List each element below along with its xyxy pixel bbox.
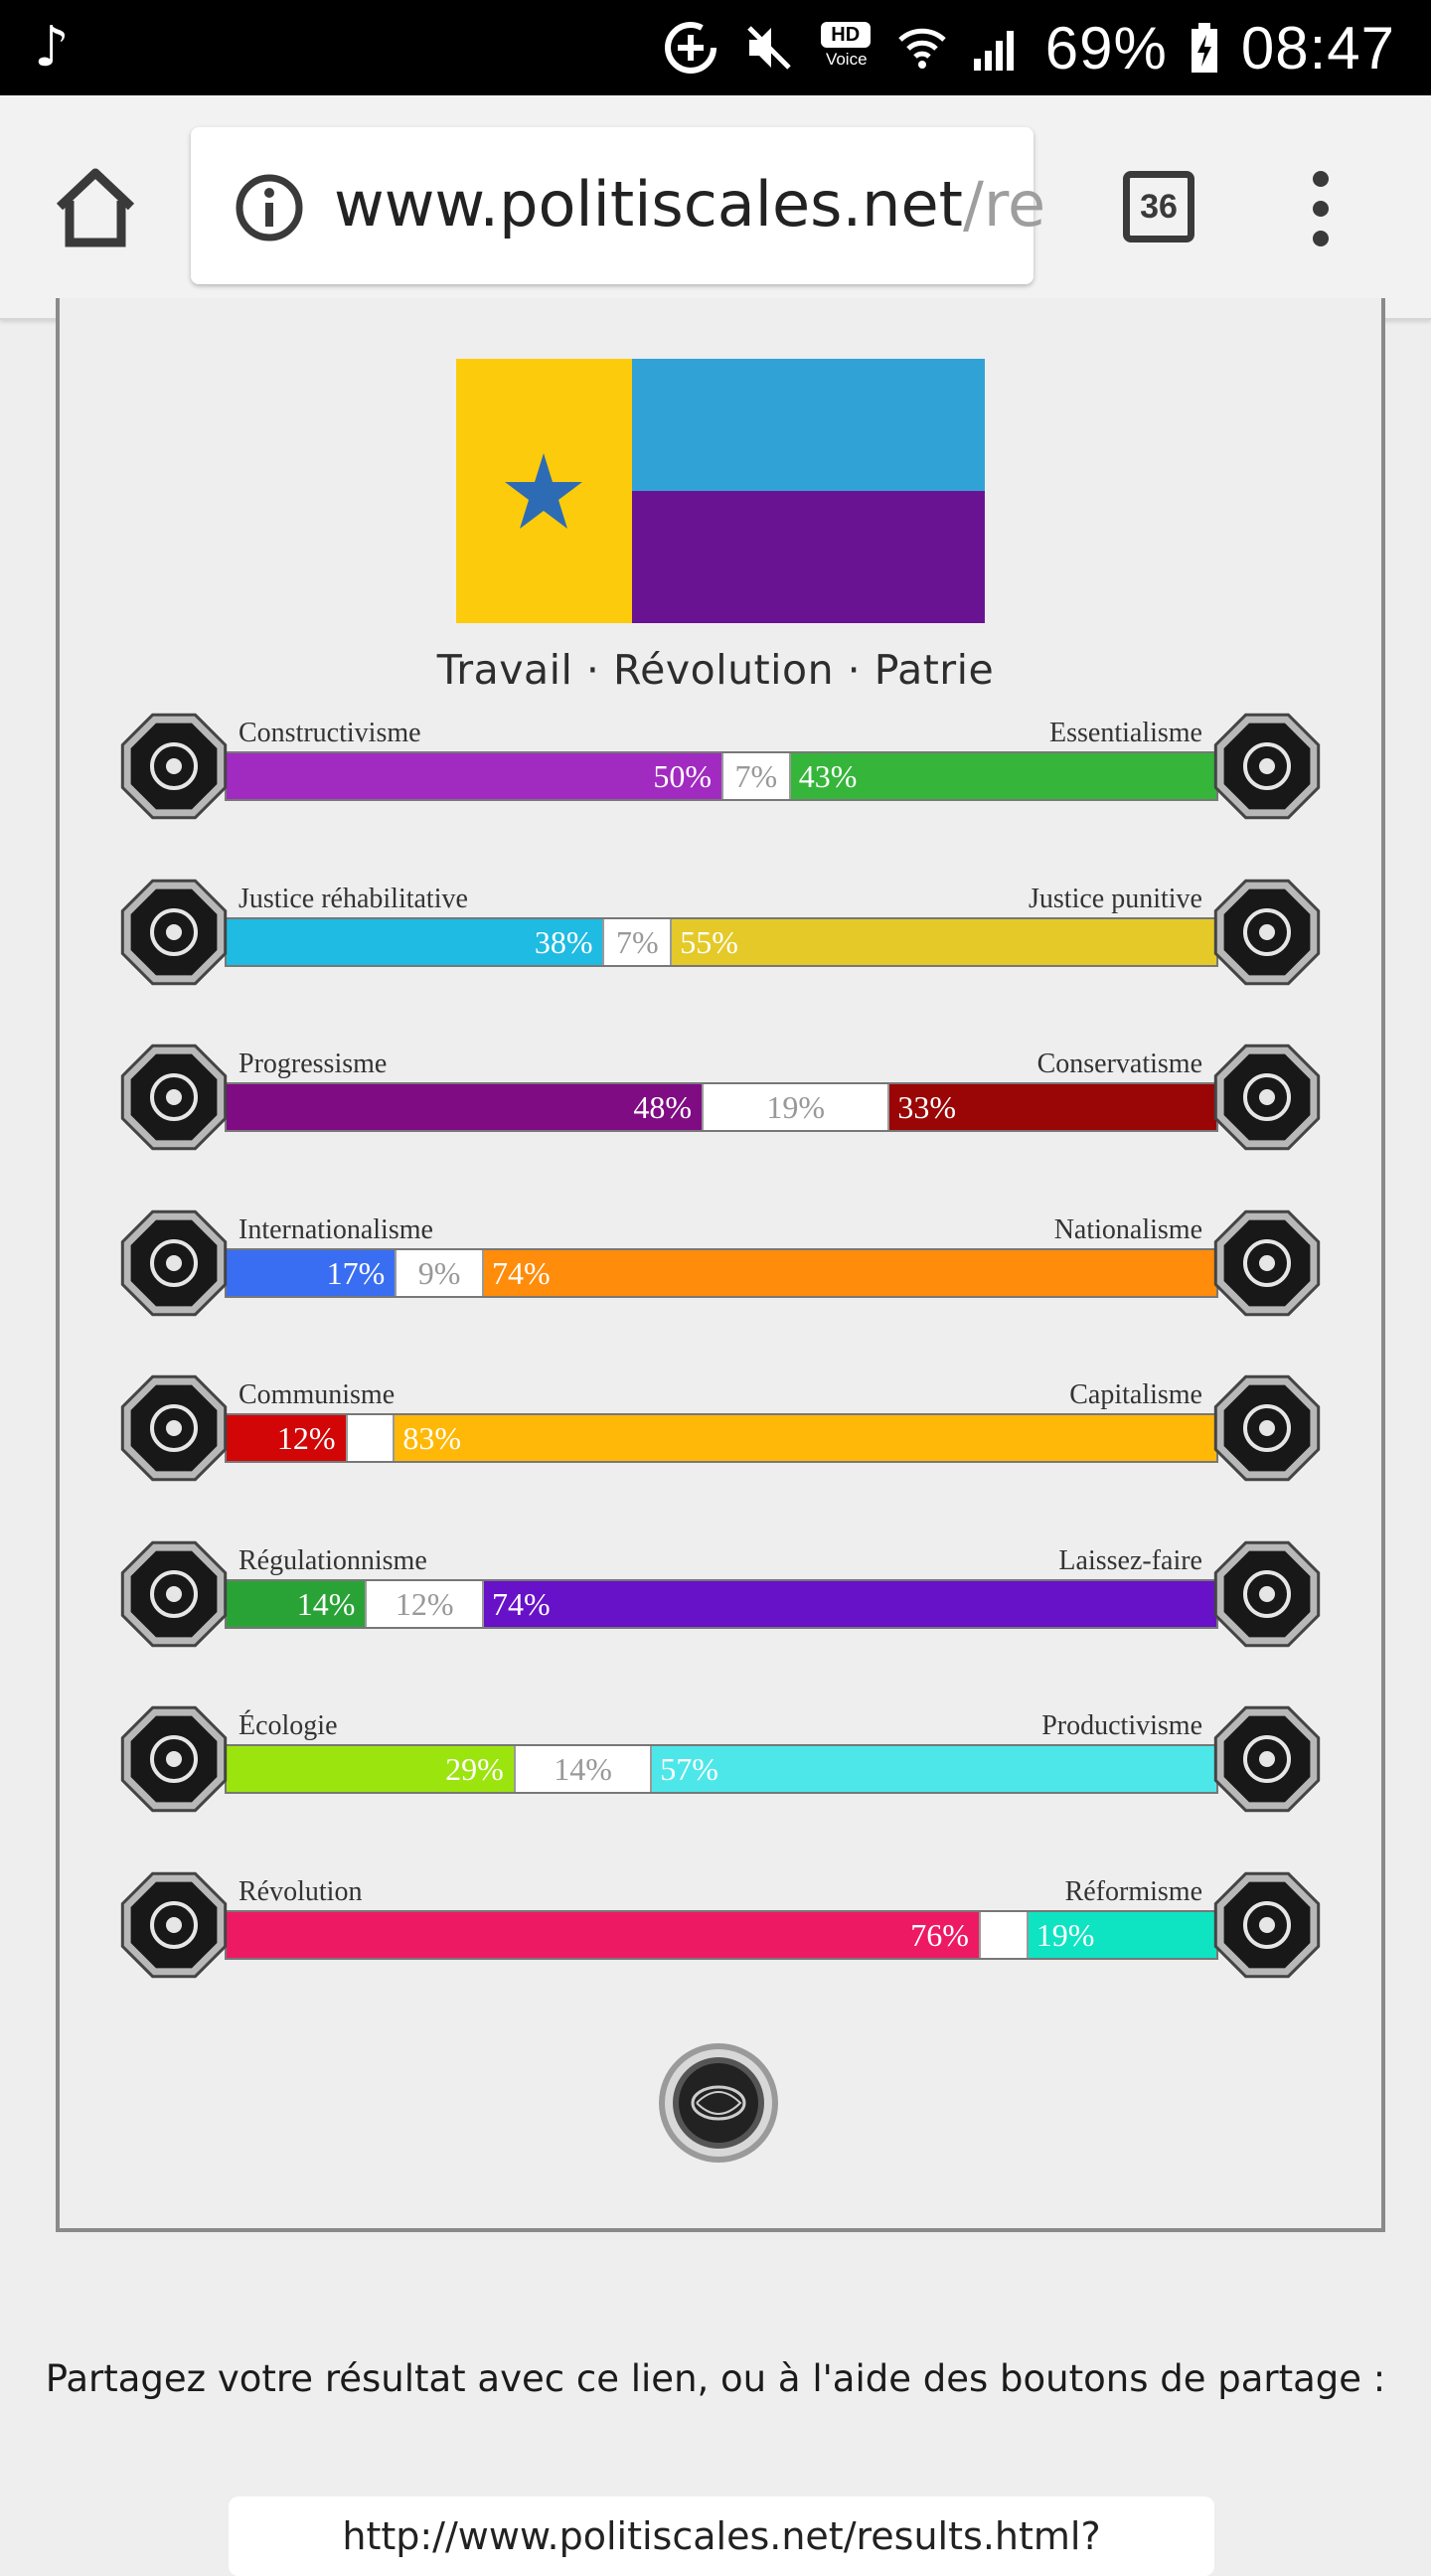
axis-left-segment: 48%: [227, 1084, 702, 1130]
axis-right-label: Conservatisme: [1036, 1048, 1202, 1079]
axis-right-segment: 74%: [484, 1250, 1216, 1296]
clock: 08:47: [1240, 14, 1395, 81]
signal-icon: [970, 21, 1024, 75]
money-bag-icon: [1208, 1369, 1326, 1487]
axis-bar: [225, 751, 1218, 801]
axis-left-label: Écologie: [238, 1710, 338, 1741]
hd-label: HD: [821, 22, 871, 48]
flag-icon: [1208, 1205, 1326, 1322]
axis-bar: [225, 1413, 1218, 1463]
fist-icon: [115, 1866, 233, 1984]
axis-right-segment: 43%: [791, 753, 1216, 799]
axis-left-label: Internationalisme: [238, 1213, 433, 1245]
menu-dot: [1313, 201, 1329, 217]
axis-neutral-segment: 12%: [365, 1581, 484, 1627]
axis-bar: [225, 1910, 1218, 1960]
handshake-icon: [115, 874, 233, 991]
status-bar: [0, 0, 1431, 95]
axis-row: [0, 1545, 1431, 1714]
axis-right-label: Laissez-faire: [1058, 1544, 1202, 1576]
eye-spiral-icon: [115, 708, 233, 825]
axis-neutral-segment: 7%: [721, 753, 791, 799]
axis-neutral-segment: 19%: [702, 1084, 889, 1130]
share-instructions: Partagez votre résultat avec ce lien, ou à l'aide des boutons de partage :: [45, 2357, 1386, 2400]
axis-left-segment: 76%: [227, 1912, 979, 1958]
info-icon[interactable]: [235, 173, 304, 242]
ruler-icon: [115, 1535, 233, 1653]
axis-left-segment: 50%: [227, 753, 721, 799]
axis-bar: [225, 917, 1218, 967]
browser-toolbar: [0, 95, 1431, 320]
music-note-icon: ♪: [34, 15, 70, 80]
status-icons: [662, 0, 1395, 95]
home-icon[interactable]: [52, 163, 139, 250]
axis-row: [0, 1710, 1431, 1879]
butterfly-icon: [1208, 1535, 1326, 1653]
axis-left-label: Révolution: [238, 1875, 363, 1907]
axis-left-segment: 12%: [227, 1415, 346, 1461]
share-link-box[interactable]: [229, 2496, 1214, 2576]
ballot-icon: [1208, 1866, 1326, 1984]
voice-label: Voice: [825, 50, 868, 69]
flower-icon: [1208, 708, 1326, 825]
axis-left-segment: 29%: [227, 1746, 514, 1792]
comet-icon: [115, 1039, 233, 1156]
axis-right-segment: 74%: [484, 1581, 1216, 1627]
gear-factory-icon: [1208, 1700, 1326, 1818]
axis-left-label: Justice réhabilitative: [238, 883, 468, 914]
anchor-rock-icon: [1208, 1039, 1326, 1156]
hammer-sickle-icon: [115, 1369, 233, 1487]
axis-bar: [225, 1744, 1218, 1794]
wifi-icon: [896, 22, 948, 74]
sun-leaf-icon: [115, 1700, 233, 1818]
axis-left-segment: 38%: [227, 919, 602, 965]
battery-charging-icon: [1190, 21, 1219, 75]
mute-icon: [741, 20, 797, 76]
ideology-flag: [456, 359, 985, 623]
battery-percent: 69%: [1044, 14, 1168, 81]
flag-motto: Travail · Révolution · Patrie: [436, 646, 995, 694]
hd-voice-icon: [819, 20, 874, 76]
menu-dot: [1313, 171, 1329, 187]
axis-right-segment: 19%: [1029, 1912, 1216, 1958]
axis-left-segment: 17%: [227, 1250, 395, 1296]
axis-row: [0, 1048, 1431, 1217]
url-text[interactable]: [334, 163, 1045, 246]
axis-bar: [225, 1579, 1218, 1629]
tab-switcher-button[interactable]: 36: [1123, 171, 1194, 242]
axis-left-label: Progressisme: [238, 1048, 388, 1079]
axis-right-segment: 55%: [672, 919, 1216, 965]
axis-left-label: Régulationnisme: [238, 1544, 427, 1576]
axis-neutral-segment: [979, 1912, 1029, 1958]
axis-right-label: Productivisme: [1041, 1710, 1202, 1741]
globe-icon: [115, 1205, 233, 1322]
axis-right-segment: 57%: [652, 1746, 1216, 1792]
address-bar[interactable]: [191, 127, 1046, 284]
axis-row: [0, 1379, 1431, 1548]
url-domain: www.politiscales.net: [334, 168, 963, 241]
axis-neutral-segment: 7%: [602, 919, 672, 965]
axis-left-label: Constructivisme: [238, 718, 421, 748]
axis-right-segment: 33%: [889, 1084, 1216, 1130]
axis-right-label: Justice punitive: [1029, 883, 1202, 914]
axis-row: [0, 884, 1431, 1052]
axis-right-segment: 83%: [395, 1415, 1216, 1461]
politiscales-seal-icon: [657, 2041, 780, 2165]
axis-bar: [225, 1082, 1218, 1132]
axis-right-label: Nationalisme: [1053, 1213, 1202, 1245]
share-link[interactable]: http://www.politiscales.net/results.html?: [342, 2514, 1101, 2558]
axis-right-label: Essentialisme: [1049, 718, 1202, 748]
axis-bar: [225, 1248, 1218, 1298]
overflow-menu-button[interactable]: [1308, 171, 1334, 250]
axis-right-label: Capitalisme: [1069, 1379, 1202, 1410]
axis-left-segment: 14%: [227, 1581, 365, 1627]
prison-bars-icon: [1208, 874, 1326, 991]
axis-row: [0, 1214, 1431, 1383]
axis-left-label: Communisme: [238, 1379, 396, 1410]
axis-right-label: Réformisme: [1064, 1875, 1202, 1907]
axis-neutral-segment: 9%: [395, 1250, 484, 1296]
axis-neutral-segment: 14%: [514, 1746, 652, 1792]
url-path: /re: [962, 168, 1046, 241]
axis-neutral-segment: [346, 1415, 396, 1461]
axis-row: [0, 718, 1431, 886]
axis-row: [0, 1876, 1431, 2045]
menu-dot: [1313, 231, 1329, 246]
data-saver-icon: [662, 19, 719, 77]
